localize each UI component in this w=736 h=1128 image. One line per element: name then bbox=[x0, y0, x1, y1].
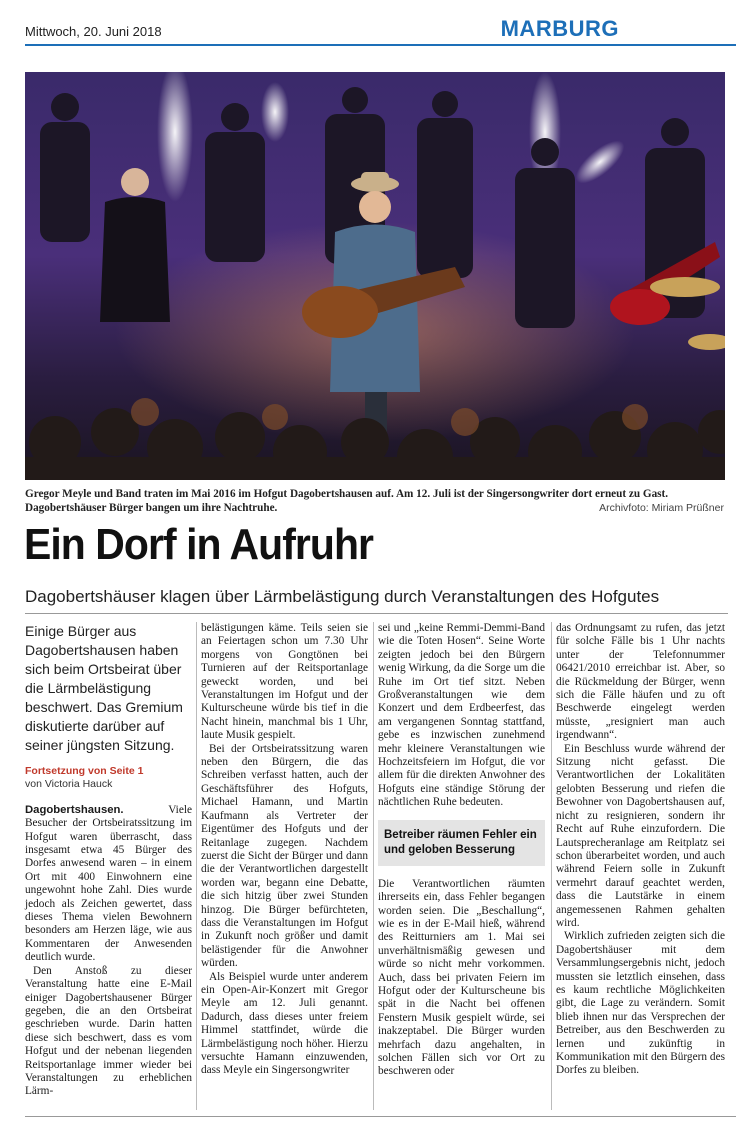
article-headline: Ein Dorf in Aufruhr bbox=[24, 520, 374, 569]
subheading-box: Betreiber räumen Fehler ein und geloben Besserung bbox=[378, 820, 545, 866]
article-intro: Einige Bürger aus Dagobertshausen haben sich beim Ortsbeirat über die Lärmbelästigung beschwert. Das Gremium diskutierte darüber auf seiner jüngsten Sitzung. bbox=[25, 623, 183, 753]
column-2 bbox=[201, 622, 368, 1078]
section-title: MARBURG bbox=[500, 16, 619, 41]
body-paragraph: sei und „keine Remmi-Demmi-Band wie die Toten Hosen“. Seine Worte zeigten jedoch bei den Bürgern wenig Wirkung, da die Sorge um die Ruhe im Ort tief sitzt. Neben Großveranstaltungen wie dem Konzert und dem Erdbeerfest, das am vergangenen Sonntag stattfand, gebe es inzwischen zunehmend mehr kleinere Veranstaltungen wie Hochzeitsfeiern im Hofgut, die vor allem für die direkten Anwohner des Hofguts eine ständige Störung der nächtlichen Ruhe bedeuten. bbox=[378, 622, 545, 809]
column-4 bbox=[556, 622, 725, 1078]
author-line: von Victoria Hauck bbox=[25, 778, 113, 791]
body-paragraph: belästigungen käme. Teils seien sie an Feiertagen schon um 7.30 Uhr morgens von Gongtönen bei Turnieren auf der Reitsportanlage geweckt worden, und bei Veranstaltungen im Hofgut und der Kulturscheune würde bis tief in die Nacht hinein, manchmal bis 1 Uhr, laute Musik gespielt. bbox=[201, 622, 368, 742]
dateline: Dagobertshausen. bbox=[25, 803, 124, 816]
body-paragraph: Dagobertshausen. Viele Besucher der Ortsbeiratssitzung im Hofgut waren überrascht, dass insgesamt etwa 45 Bürger des Dorfes anwesend waren – in einem Ort mit 400 Einwohnern eine ungewohnt hohe Zahl. Dies wurde jedoch als Zeichen gewertet, dass dieses Thema vielen Bewohnern besonders am Herzen läge, wie aus Kommentaren der Anwesenden deutlich wurde. bbox=[25, 803, 192, 964]
header-rule bbox=[25, 44, 736, 46]
body-paragraph: Die Verantwortlichen räumten ihrerseits ein, dass Fehler begangen worden seien. Die „Beschallung“, wie es in der E-Mail hieß, während des Reitturniers am 1. Mai sei unverhältnismäßig gewesen und würde so nicht mehr vorkommen. Auch, dass bei privaten Feiern im Hofgut oder der Kulturscheune bis spät in die Nacht bei offenen Fenstern Musik gespielt würde, sei inakzeptabel. Die Bürger wurden mehrfach dazu angehalten, in solchen Fällen sich vor Ort zu beschweren oder bbox=[378, 877, 545, 1078]
issue-date: Mittwoch, 20. Juni 2018 bbox=[25, 24, 162, 39]
article-subheadline: Dagobertshäuser klagen über Lärmbelästigung durch Veranstaltungen des Hofgutes bbox=[25, 587, 660, 606]
photo-caption: Gregor Meyle und Band traten im Mai 2016 im Hofgut Dagobertshausen auf. Am 12. Juli ist der Singersongwriter dort erneut zu Gast. Dagobertshäuser Bürger bangen um ihre Nachtruhe. bbox=[25, 488, 669, 514]
column-divider bbox=[373, 622, 374, 1110]
subheadline-rule bbox=[25, 613, 728, 614]
photo-credit: Archivfoto: Miriam Prüßner bbox=[599, 502, 724, 514]
continuation-note: Fortsetzung von Seite 1 bbox=[25, 765, 144, 777]
column-divider bbox=[551, 622, 552, 1110]
column-3 bbox=[378, 622, 545, 1079]
bottom-rule bbox=[25, 1116, 736, 1117]
body-paragraph: Als Beispiel wurde unter anderem ein Open-Air-Konzert mit Gregor Meyle am 12. Juli genannt. Dadurch, dass dieses unter freiem Himmel stattfindet, würde die Lärmbelästigung noch höher. Hierzu versuchte Hamann einzuwenden, dass Meyle ein Singersongwriter bbox=[201, 970, 368, 1077]
body-paragraph: das Ordnungsamt zu rufen, das jetzt für solche Fälle bis 1 Uhr nachts unter der Telefonnummer 06421/2010 erreichbar ist. Aber, so die Rückmeldung der Bürger, wenn sich die Fälle häufen und zu oft Beschwerde eingelegt werden müsste, „resigniert man auch irgendwann“. bbox=[556, 622, 725, 742]
concert-photo bbox=[25, 72, 725, 480]
body-paragraph: Den Anstoß zu dieser Veranstaltung hatte eine E-Mail einiger Dagobertshausener Bürger gegeben, die an den Ortsbeirat geschrieben wurde. Darin hatten diese sich beschwert, dass es vom Hofgut und der nebenan liegenden Reitsportanlage immer wieder bei Veranstaltungen zu erheblichen Lärm- bbox=[25, 964, 192, 1098]
body-paragraph: Bei der Ortsbeiratssitzung waren neben den Bürgern, die das Schreiben verfasst hatten, auch der Geschäftsführer des Hofguts, Michael Hamann, und Martin Kaufmann als Vertreter der Eigentümer des Hofguts und der Reitanlage zugegen. Nachdem zuerst die Sicht der Bürger und dann die der Verantwortlichen dargestellt worden war, begann eine Debatte, die sich hitzig über zwei Stunden hinzog. Die Bürger befürchteten, dass die Veranstaltungen im Hofgut in Zukunft noch größer und damit belästigender für die Anwohner würden. bbox=[201, 742, 368, 970]
column-1 bbox=[25, 622, 192, 1099]
body-paragraph: Ein Beschluss wurde während der Sitzung nicht gefasst. Die Verantwortlichen der Lokalitäten gelobten Besserung und riefen die Bewohner von Dagobertshausen auf, nicht zu resignieren, sondern ihr Recht auf Ruhe einzufordern. Die Lautsprecheranlage am Reitplatz sei schon überarbeitet worden, und auch während Feiern solle in Zukunft vermehrt darauf geachtet werden, dass die Lautstärke in einem angemessenen Rahmen gehalten wird. bbox=[556, 742, 725, 929]
body-paragraph: Wirklich zufrieden zeigten sich die Dagobertshäuser mit dem Versammlungsergebnis nicht, jedoch mussten sie letztlich einsehen, dass es kaum rechtliche Möglichkeiten gibt, die Lage zu verändern. Somit blieb ihnen nur das Versprechen der Betreiber, aus den Beschwerden zu lernen und zukünftig in Kommunikation mit den Bürgern des Dorfes zu bleiben. bbox=[556, 930, 725, 1077]
column-divider bbox=[196, 622, 197, 1110]
